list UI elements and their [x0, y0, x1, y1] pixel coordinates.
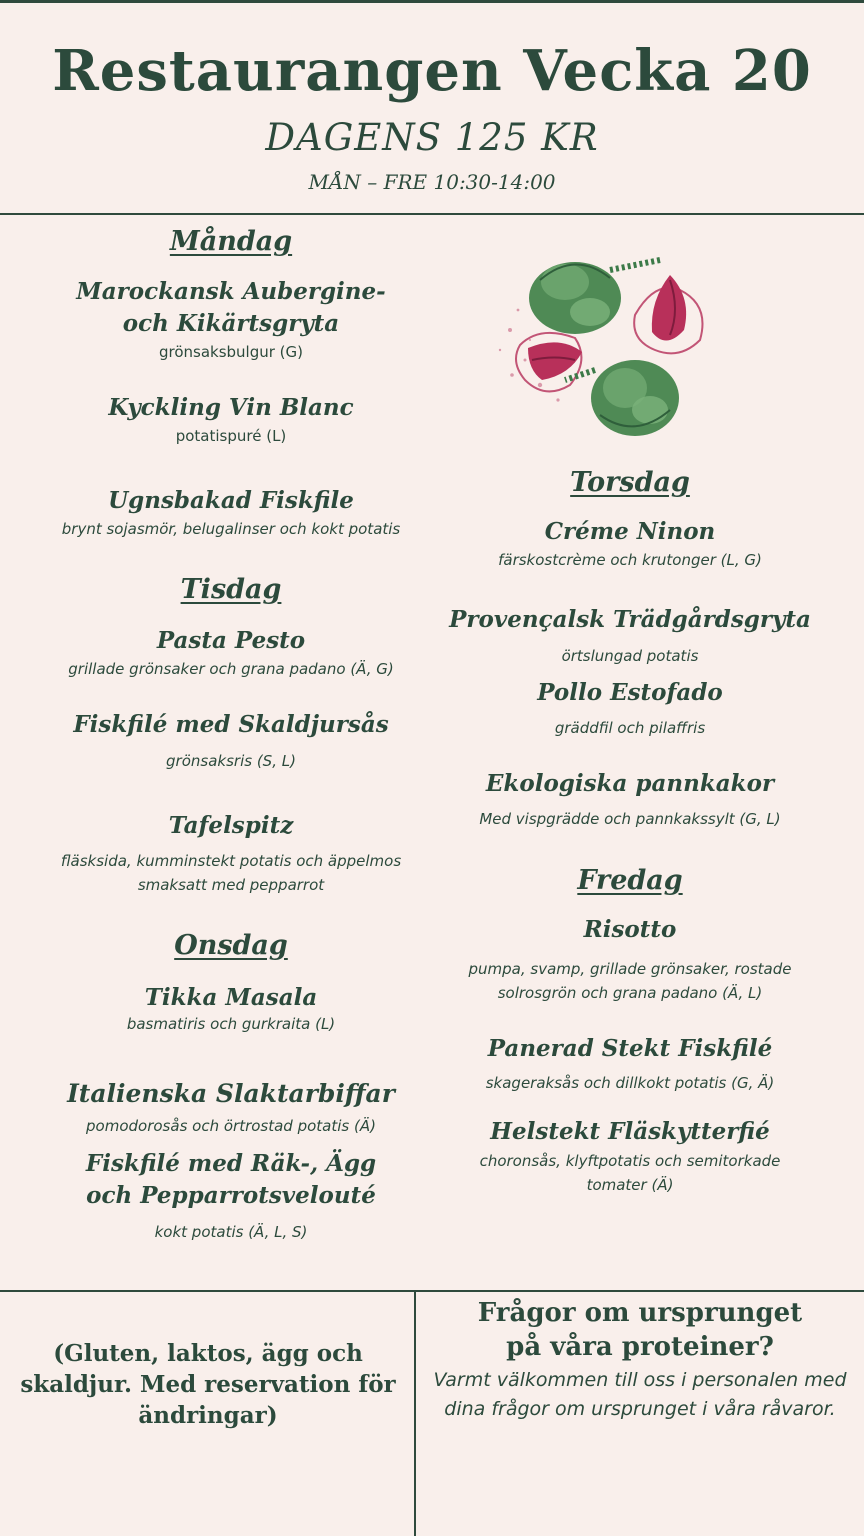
dish-description: potatispuré (L): [175, 427, 287, 445]
dish-description: grönsaksbulgur (G): [158, 343, 304, 361]
dish-description: basmatiris och gurkraita (L): [126, 1015, 336, 1033]
vegetable-illustration: [470, 220, 770, 460]
origin-question-title: Frågor om ursprunget på våra proteiner?: [477, 1298, 803, 1362]
dish-description: grillade grönsaker och grana padano (Ä, G): [68, 660, 394, 678]
dish-description: fläsksida, kumminstekt potatis och äppelmos smaksatt med pepparrot: [60, 852, 402, 894]
dish-name: Helstekt Fläskytterfié: [490, 1118, 770, 1145]
dish-name: Panerad Stekt Fiskfilé: [487, 1035, 773, 1062]
cabbage-icon: [565, 360, 679, 436]
day-heading-tuesday: Tisdag: [180, 574, 282, 605]
day-heading-monday: Måndag: [169, 226, 293, 257]
day-heading-wednesday: Onsdag: [174, 930, 288, 961]
dish-name: Tikka Masala: [144, 984, 318, 1011]
dish-name: Créme Ninon: [544, 518, 716, 545]
dish-name: Ekologiska pannkakor: [485, 770, 775, 797]
dish-description: Med vispgrädde och pannkakssylt (G, L): [479, 810, 781, 828]
dish-description: gräddfil och pilaffris: [554, 719, 706, 737]
dish-name: Marockansk Aubergine- och Kikärtsgryta: [76, 278, 386, 337]
day-heading-friday: Fredag: [577, 865, 683, 896]
dish-description: skageraksås och dillkokt potatis (G, Ä): [485, 1074, 775, 1092]
page-title: Restaurangen Vecka 20: [52, 38, 812, 104]
dish-description: kokt potatis (Ä, L, S): [154, 1223, 308, 1241]
dish-description: örtslungad potatis: [561, 647, 699, 665]
dish-name: Tafelspitz: [168, 812, 294, 839]
dish-name: Ugnsbakad Fiskfile: [108, 487, 354, 514]
dish-name: Fiskfilé med Skaldjursås: [73, 711, 389, 738]
origin-question-text: Varmt välkommen till oss i personalen med dina frågor om ursprunget i våra råvaror.: [433, 1369, 847, 1420]
beet-icon: [634, 275, 702, 353]
dish-description: pumpa, svamp, grillade grönsaker, rostade solrosgrön och grana padano (Ä, L): [468, 960, 792, 1002]
dish-description: pomodorosås och örtrostad potatis (Ä): [86, 1117, 376, 1135]
opening-hours: MÅN – FRE 10:30-14:00: [308, 170, 556, 194]
dish-name: Kyckling Vin Blanc: [108, 394, 354, 421]
top-border: [0, 0, 864, 3]
dish-name: Risotto: [583, 916, 677, 943]
dish-name: Pasta Pesto: [156, 627, 306, 654]
footer-divider: [0, 1290, 864, 1292]
beet-icon: [516, 333, 582, 392]
dish-name: Pollo Estofado: [537, 679, 723, 706]
dish-description: färskostcrème och krutonger (L, G): [498, 551, 762, 569]
price-subtitle: DAGENS 125 KR: [265, 116, 599, 159]
cabbage-icon: [529, 260, 660, 334]
dish-description: grönsaksris (S, L): [166, 752, 296, 770]
dish-description: brynt sojasmör, belugalinser och kokt potatis: [61, 520, 401, 538]
dish-name: Provençalsk Trädgårdsgryta: [449, 606, 811, 633]
dish-description: choronsås, klyftpotatis och semitorkade tomater (Ä): [479, 1152, 781, 1194]
day-heading-thursday: Torsdag: [570, 467, 690, 498]
header-divider: [0, 213, 864, 215]
dish-name: Fiskfilé med Räk-, Ägg och Pepparrotsvelouté: [85, 1150, 377, 1209]
dish-name: Italienska Slaktarbiffar: [67, 1079, 395, 1108]
allergen-note: (Gluten, laktos, ägg och skaldjur. Med reservation för ändringar): [20, 1340, 396, 1429]
